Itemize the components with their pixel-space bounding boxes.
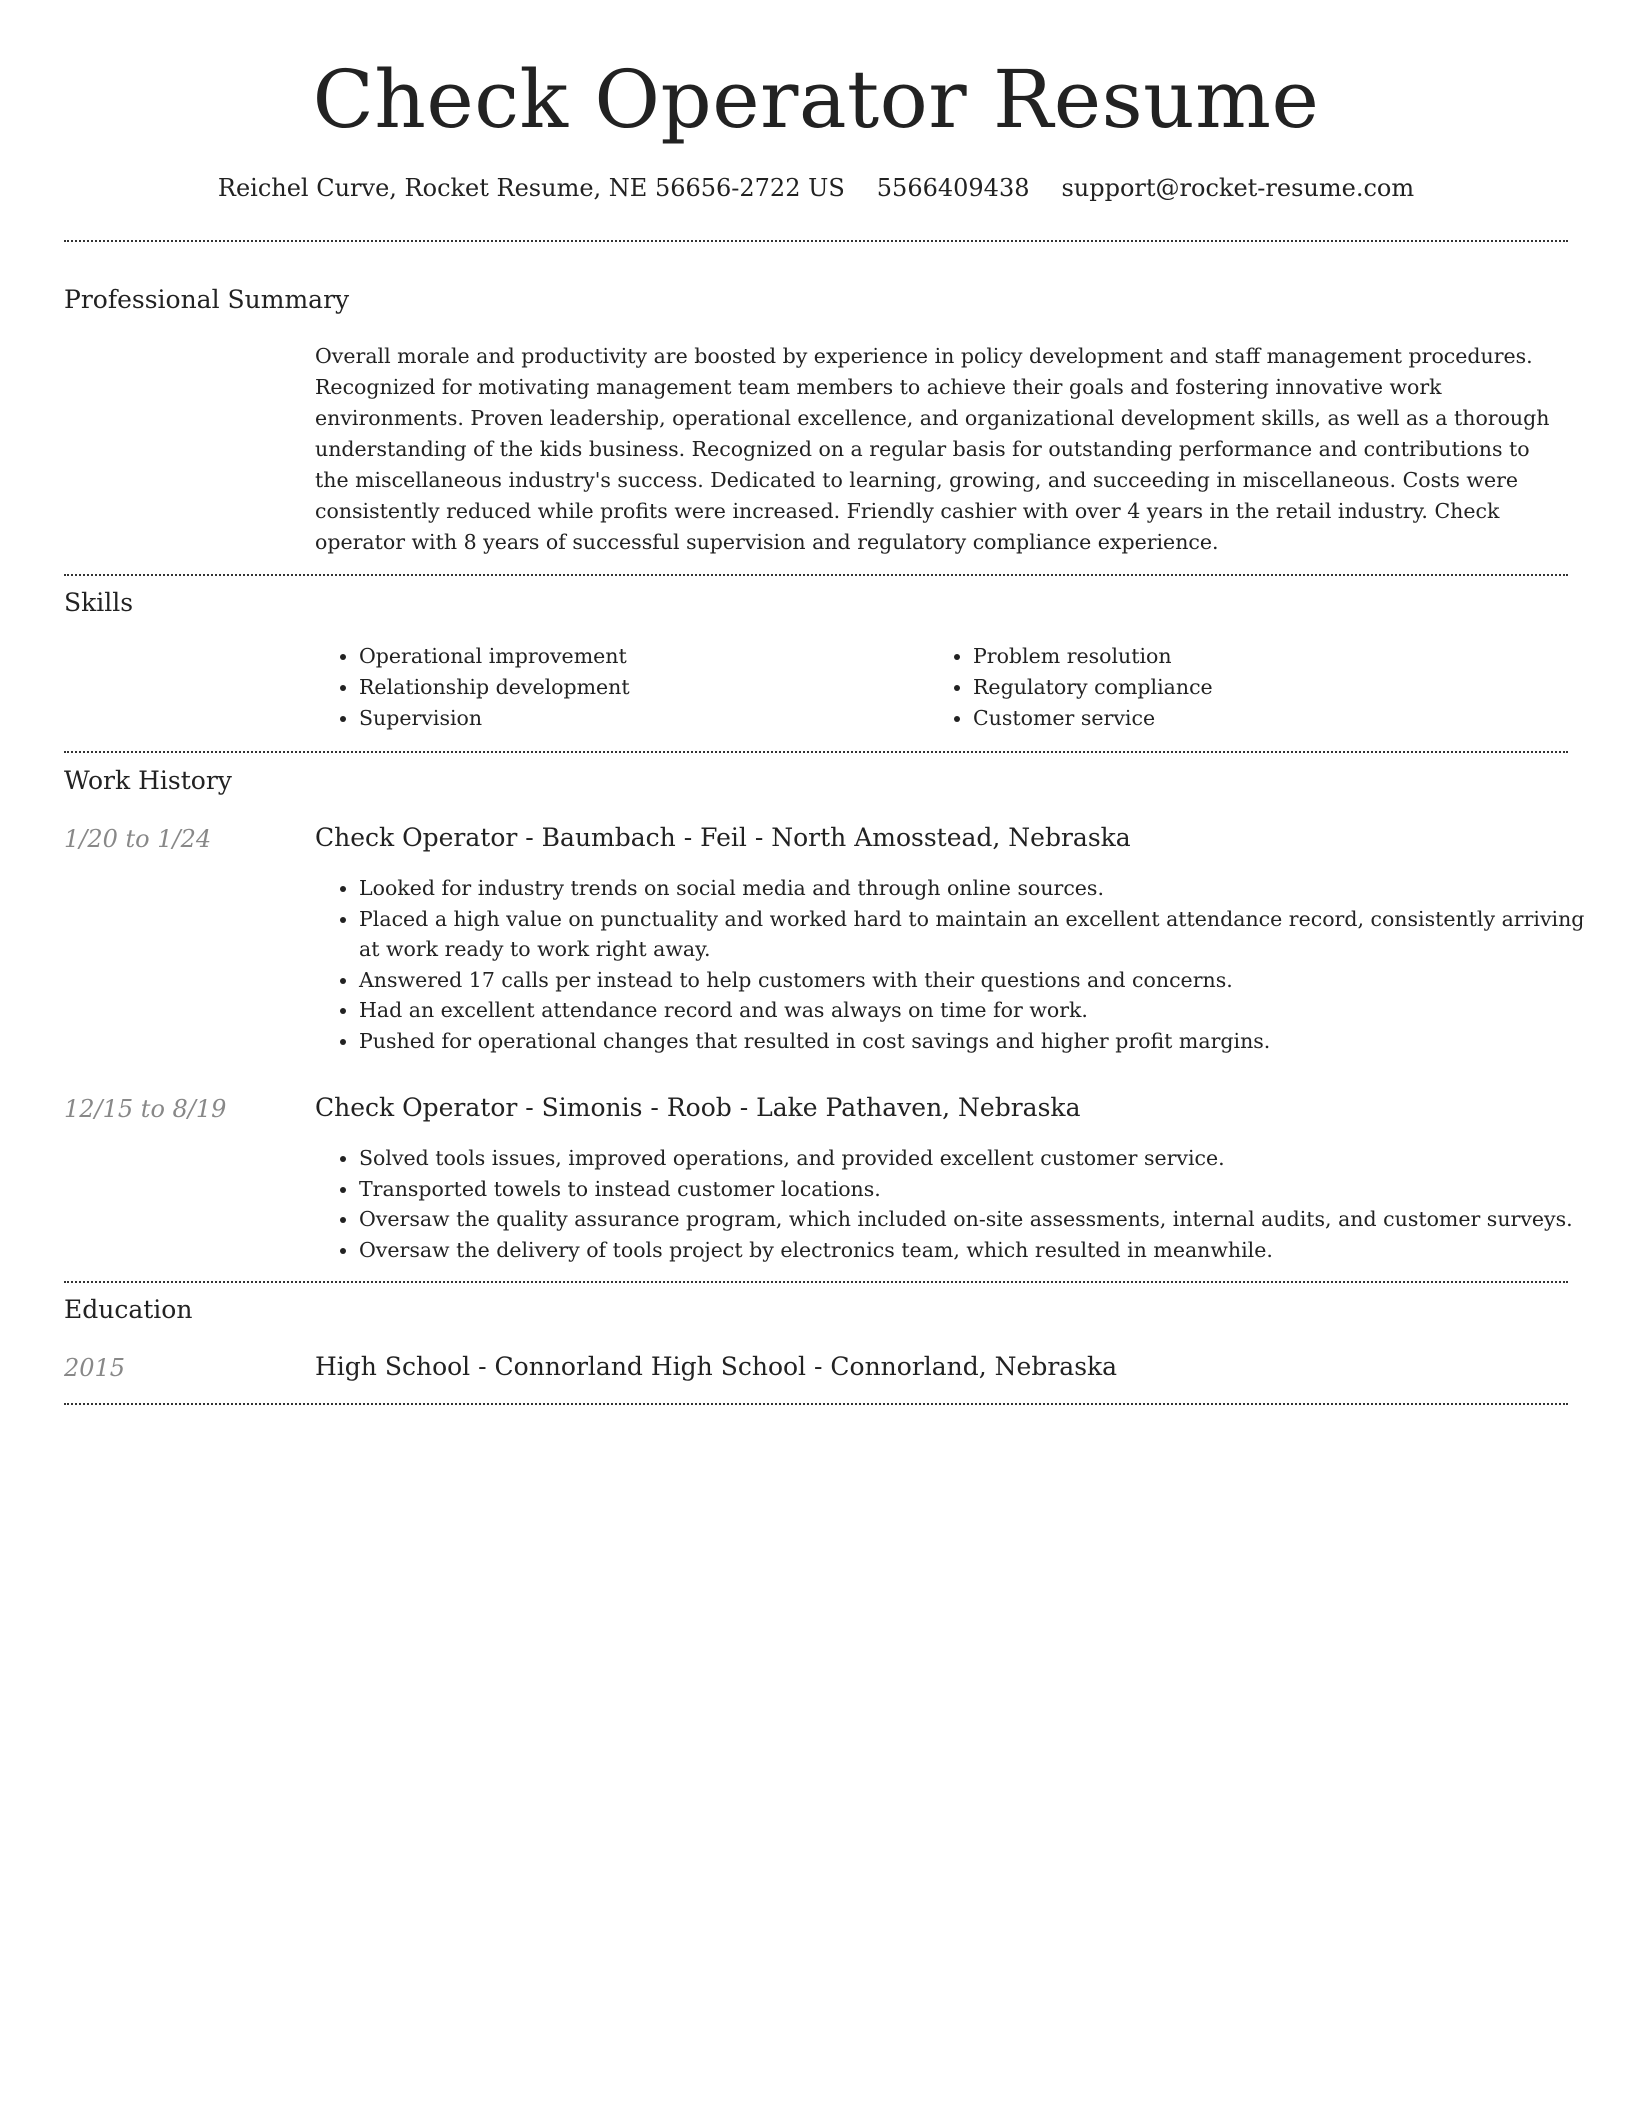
summary-heading: Professional Summary (64, 285, 350, 314)
section-divider (64, 1403, 1568, 1405)
job-role: Check Operator (315, 1093, 518, 1122)
skill-item: • Relationship development (359, 672, 919, 703)
education-school: Connorland High School (494, 1352, 807, 1381)
skill-item: • Supervision (359, 703, 919, 734)
job-bullet: • Looked for industry trends on social media and through online sources. (359, 873, 1604, 904)
contact-email: support@rocket-resume.com (1061, 174, 1415, 202)
job-location: North Amosstead, Nebraska (771, 823, 1131, 852)
skills-list-right (929, 641, 1573, 734)
education-year: 2015 (64, 1354, 126, 1382)
summary-text: Overall morale and productivity are boosted by experience in policy development and staff management procedures. Recognized for motivating management team members to achieve their goals and fostering innovative work environments. Proven leadership, operational excellence, and organizational development skills, as well as a thorough understanding of the kids business. Recognized on a regular basis for outstanding performance and contributions to the miscellaneous industry's success. Dedicated to learning, growing, and succeeding in miscellaneous. Costs were consistently reduced while profits were increased. Friendly cashier with over 4 years in the retail industry. Check operator with 8 years of successful supervision and regulatory compliance experience. (315, 344, 1550, 554)
work-heading: Work History (64, 766, 232, 795)
job-role: Check Operator (315, 823, 518, 852)
skill-item: • Regulatory compliance (973, 672, 1573, 703)
skill-item: • Problem resolution (973, 641, 1573, 672)
contact-phone: 5566409438 (876, 174, 1030, 202)
education-location: Connorland, Nebraska (830, 1352, 1118, 1381)
resume-title: Check Operator Resume (312, 53, 1320, 146)
job-bullet: • Had an excellent attendance record and was always on time for work. (359, 995, 1604, 1026)
job-bullet: • Transported towels to instead customer locations. (359, 1174, 1604, 1205)
skill-item: • Operational improvement (359, 641, 919, 672)
job-bullets (315, 1143, 1604, 1265)
skill-item: • Customer service (973, 703, 1573, 734)
section-divider (64, 240, 1568, 242)
job-dates: 1/20 to 1/24 (64, 825, 212, 853)
section-divider (64, 1281, 1568, 1283)
job-bullet: • Oversaw the quality assurance program, which included on-site assessments, internal audits, and customer surveys. (359, 1204, 1604, 1235)
job-company: Baumbach - Feil (541, 823, 747, 852)
section-divider (64, 574, 1568, 576)
job-bullet: • Pushed for operational changes that resulted in cost savings and higher profit margins. (359, 1026, 1604, 1057)
job-title: Check Operator - Simonis - Roob - Lake Pathaven, Nebraska (315, 1093, 1081, 1122)
education-entry: High School - Connorland High School - Connorland, Nebraska (315, 1352, 1118, 1381)
skills-heading: Skills (64, 588, 134, 617)
job-title: Check Operator - Baumbach - Feil - North Amosstead, Nebraska (315, 823, 1131, 852)
job-bullet: • Placed a high value on punctuality and worked hard to maintain an excellent attendance record, consistently arriving at work ready to work right away. (359, 904, 1604, 965)
education-heading: Education (64, 1295, 193, 1324)
job-location: Lake Pathaven, Nebraska (756, 1093, 1081, 1122)
skills-list-left (315, 641, 919, 734)
job-bullet: • Solved tools issues, improved operations, and provided excellent customer service. (359, 1143, 1604, 1174)
section-divider (64, 751, 1568, 753)
job-bullets (315, 873, 1604, 1056)
education-degree: High School (315, 1352, 471, 1381)
contact-line (0, 172, 1632, 204)
job-bullet: • Oversaw the delivery of tools project by electronics team, which resulted in meanwhile. (359, 1235, 1604, 1266)
contact-address: Reichel Curve, Rocket Resume, NE 56656-2722 US (217, 174, 845, 202)
job-dates: 12/15 to 8/19 (64, 1095, 227, 1123)
job-bullet: • Answered 17 calls per instead to help customers with their questions and concerns. (359, 965, 1604, 996)
job-company: Simonis - Roob (541, 1093, 732, 1122)
